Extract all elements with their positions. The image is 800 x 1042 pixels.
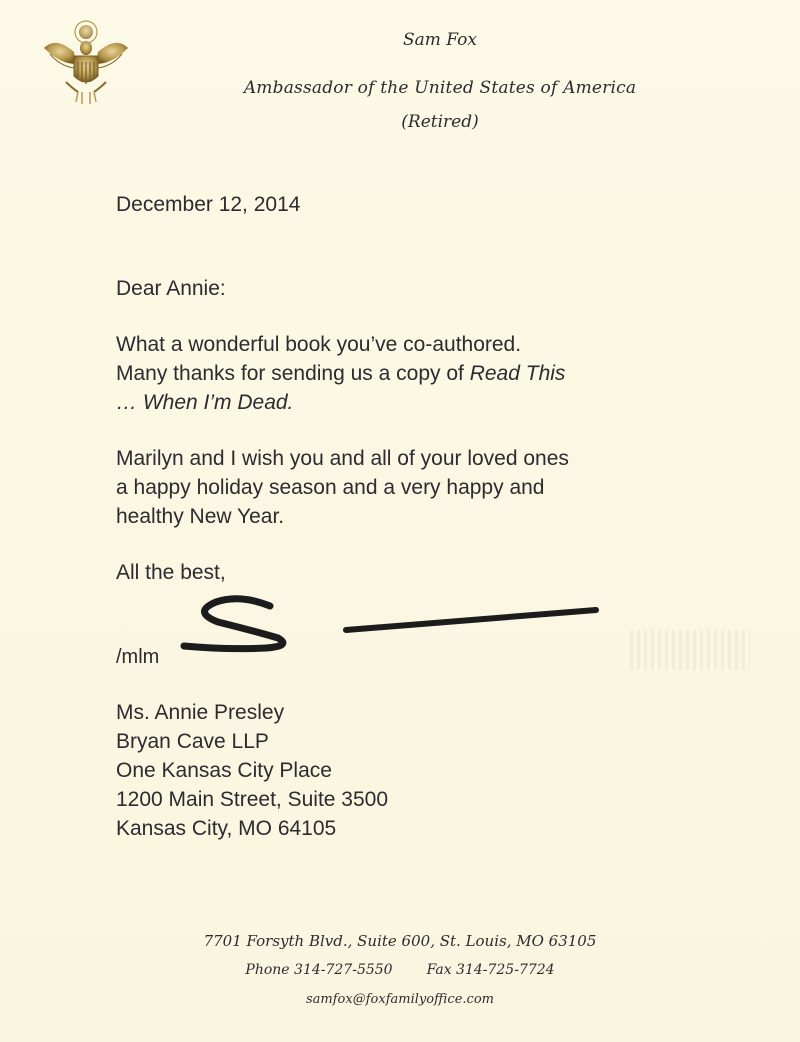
paragraph-2-line-1: Marilyn and I wish you and all of your loved ones	[116, 447, 569, 470]
recipient-address	[116, 698, 388, 843]
letter-date: December 12, 2014	[116, 193, 301, 216]
footer-phone: Phone 314-727-5550	[245, 962, 393, 978]
handwritten-signature	[170, 592, 610, 662]
paragraph-1-line-1: What a wonderful book you’ve co-authored.	[116, 333, 522, 356]
recipient-building: One Kansas City Place	[116, 759, 332, 782]
letterhead-name: Sam Fox	[403, 30, 477, 50]
paragraph-1-line-3	[116, 388, 565, 417]
footer-email: samfox@foxfamilyoffice.com	[306, 992, 494, 1007]
paper-show-through	[630, 630, 750, 670]
typist-initials: /mlm	[116, 646, 160, 668]
recipient-city-state-zip: Kansas City, MO 64105	[116, 817, 337, 840]
letterhead-title: Ambassador of the United States of America	[243, 78, 637, 98]
book-title-part-1: Read This	[469, 362, 566, 385]
paragraph-1	[116, 330, 565, 417]
paragraph-2-line-2: a happy holiday season and a very happy and	[116, 476, 545, 499]
paragraph-1-line-2-text: Many thanks for sending us a copy of	[116, 362, 470, 385]
closing: All the best,	[116, 561, 226, 584]
recipient-name: Ms. Annie Presley	[116, 701, 285, 724]
footer-contact	[140, 962, 660, 978]
recipient-company: Bryan Cave LLP	[116, 730, 269, 753]
book-title-part-2: … When I’m Dead.	[116, 391, 294, 414]
recipient-street: 1200 Main Street, Suite 3500	[116, 788, 389, 811]
letterhead-retired: (Retired)	[401, 112, 479, 132]
footer-address: 7701 Forsyth Blvd., Suite 600, St. Louis, MO 63105	[203, 932, 597, 950]
salutation: Dear Annie:	[116, 277, 226, 300]
great-seal-icon	[36, 18, 136, 110]
paragraph-2-line-3: healthy New Year.	[116, 505, 285, 528]
paragraph-1-line-2	[116, 359, 565, 388]
footer-fax: Fax 314-725-7724	[426, 962, 555, 978]
paragraph-2	[116, 444, 569, 531]
